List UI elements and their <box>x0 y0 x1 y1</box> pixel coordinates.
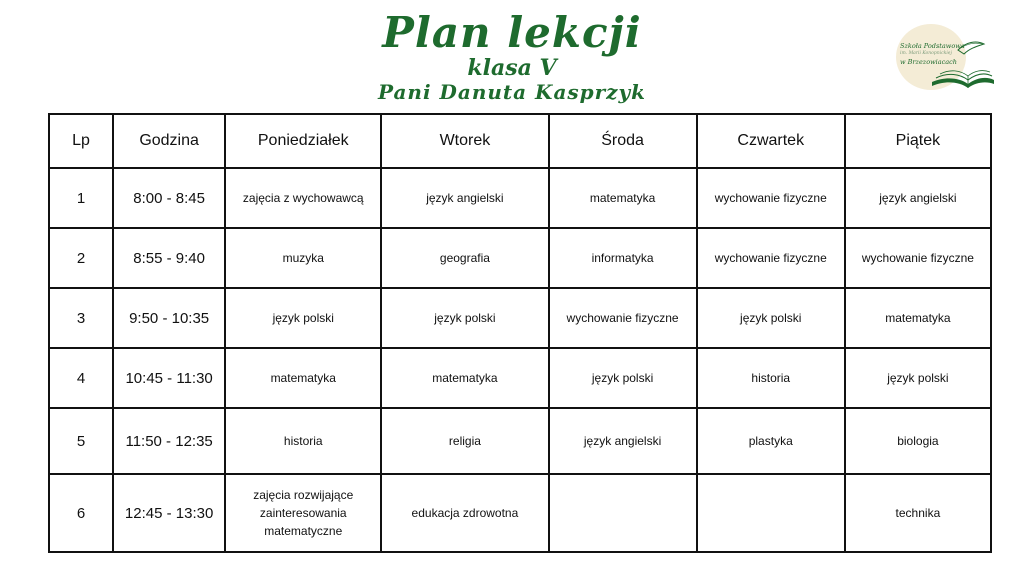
lesson-time: 8:00 - 8:45 <box>113 168 225 228</box>
monday-subject: historia <box>225 408 381 474</box>
page-title: Plan lekcji <box>382 8 642 57</box>
wednesday-subject: wychowanie fizyczne <box>549 288 697 348</box>
tuesday-subject: język polski <box>381 288 548 348</box>
wednesday-subject: język angielski <box>549 408 697 474</box>
table-row <box>49 408 991 474</box>
column-header-friday: Piątek <box>845 114 991 168</box>
open-book-icon <box>924 38 994 92</box>
thursday-subject: historia <box>697 348 845 408</box>
logo-line-2: im. Marii Konopnickiej <box>900 51 952 56</box>
lesson-time: 9:50 - 10:35 <box>113 288 225 348</box>
class-label: klasa V <box>467 55 557 81</box>
lesson-time: 12:45 - 13:30 <box>113 474 225 552</box>
tuesday-subject: religia <box>381 408 548 474</box>
lesson-time: 10:45 - 11:30 <box>113 348 225 408</box>
tuesday-subject: matematyka <box>381 348 548 408</box>
monday-subject: matematyka <box>225 348 381 408</box>
table-row <box>49 168 991 228</box>
thursday-subject: plastyka <box>697 408 845 474</box>
monday-subject: zajęcia z wychowawcą <box>225 168 381 228</box>
tuesday-subject: geografia <box>381 228 548 288</box>
teacher-name: Pani Danuta Kasprzyk <box>377 80 647 104</box>
lesson-time: 8:55 - 9:40 <box>113 228 225 288</box>
monday-subject: muzyka <box>225 228 381 288</box>
tuesday-subject: język angielski <box>381 168 548 228</box>
table-row <box>49 288 991 348</box>
wednesday-subject <box>549 474 697 552</box>
lesson-number: 1 <box>49 168 113 228</box>
table-row <box>49 474 991 552</box>
table-row <box>49 228 991 288</box>
thursday-subject: język polski <box>697 288 845 348</box>
lesson-number: 6 <box>49 474 113 552</box>
column-header-thursday: Czwartek <box>697 114 845 168</box>
wednesday-subject: matematyka <box>549 168 697 228</box>
wednesday-subject: informatyka <box>549 228 697 288</box>
column-header-monday: Poniedziałek <box>225 114 381 168</box>
monday-subject: język polski <box>225 288 381 348</box>
tuesday-subject: edukacja zdrowotna <box>381 474 548 552</box>
table-row <box>49 348 991 408</box>
friday-subject: matematyka <box>845 288 991 348</box>
friday-subject: biologia <box>845 408 991 474</box>
header-row <box>49 114 991 168</box>
friday-subject: język polski <box>845 348 991 408</box>
column-header-lp: Lp <box>49 114 113 168</box>
timetable <box>48 113 992 553</box>
column-header-time: Godzina <box>113 114 225 168</box>
lesson-number: 3 <box>49 288 113 348</box>
column-header-tuesday: Wtorek <box>381 114 548 168</box>
thursday-subject: wychowanie fizyczne <box>697 168 845 228</box>
friday-subject: język angielski <box>845 168 991 228</box>
monday-subject: zajęcia rozwijające zainteresowania matematyczne <box>225 474 381 552</box>
friday-subject: technika <box>845 474 991 552</box>
lesson-number: 4 <box>49 348 113 408</box>
thursday-subject <box>697 474 845 552</box>
lesson-number: 5 <box>49 408 113 474</box>
friday-subject: wychowanie fizyczne <box>845 228 991 288</box>
logo-line-3: w Brzezowiacach <box>900 58 957 66</box>
thursday-subject: wychowanie fizyczne <box>697 228 845 288</box>
lesson-number: 2 <box>49 228 113 288</box>
column-header-wednesday: Środa <box>549 114 697 168</box>
school-logo <box>896 22 996 92</box>
lesson-time: 11:50 - 12:35 <box>113 408 225 474</box>
wednesday-subject: język polski <box>549 348 697 408</box>
logo-line-1: Szkoła Podstawowa <box>900 42 965 50</box>
header <box>0 0 1024 110</box>
